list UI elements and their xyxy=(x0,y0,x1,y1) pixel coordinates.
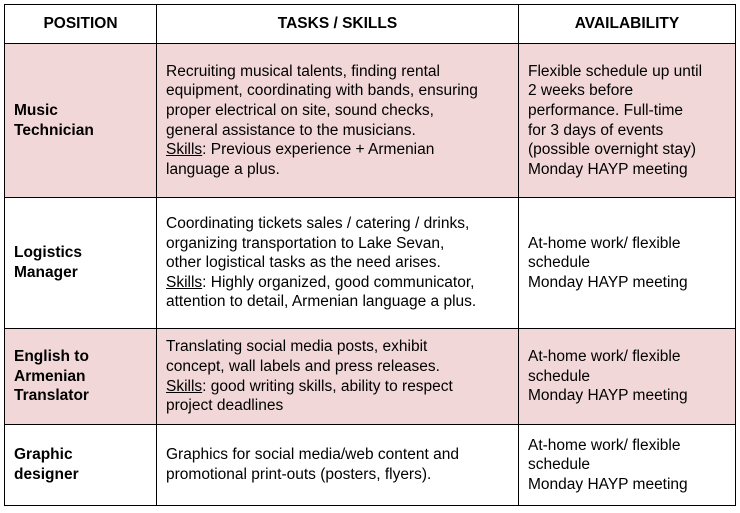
skills-label: Skills xyxy=(166,141,203,159)
availability-text: schedule xyxy=(528,254,591,272)
header-tasks-skills: TASKS / SKILLS xyxy=(157,5,519,44)
skills-text: : Highly organized, good communicator, xyxy=(202,273,475,291)
skills-line xyxy=(166,292,509,312)
skills-text: : Previous experience + Armenian xyxy=(202,141,435,159)
tasks-skills-cell xyxy=(157,198,519,329)
availability-cell xyxy=(519,44,736,198)
position-cell xyxy=(5,425,157,506)
skills-text: project deadlines xyxy=(166,397,284,415)
position-text: designer xyxy=(14,466,79,483)
task-text: Translating social media posts, exhibit xyxy=(166,338,428,356)
header-position: POSITION xyxy=(5,5,157,44)
skills-line xyxy=(166,273,509,293)
availability-cell xyxy=(519,329,736,425)
availability-text: At-home work/ flexible xyxy=(528,348,681,366)
task-text: other logistical tasks as the need arises. xyxy=(166,254,441,272)
availability-text: At-home work/ flexible xyxy=(528,234,681,252)
header-availability: AVAILABILITY xyxy=(519,5,736,44)
position-text: Translator xyxy=(14,387,89,405)
position-cell xyxy=(5,329,157,425)
position-text: Manager xyxy=(14,264,78,281)
availability-cell xyxy=(519,198,736,329)
skills-label: Skills xyxy=(166,273,203,291)
skills-text: language a plus. xyxy=(166,160,280,178)
position-text: Music xyxy=(14,101,58,119)
skills-label: Skills xyxy=(166,377,203,395)
tasks-skills-cell xyxy=(157,329,519,425)
availability-text: for 3 days of events xyxy=(528,121,664,139)
table-row xyxy=(5,198,736,329)
task-text: general assistance to the musicians. xyxy=(166,121,416,139)
task-text: organizing transportation to Lake Sevan, xyxy=(166,234,445,252)
table-row xyxy=(5,329,736,425)
task-text: concept, wall labels and press releases. xyxy=(166,357,440,375)
position-cell xyxy=(5,198,157,329)
availability-text: Monday HAYP meeting xyxy=(528,160,688,178)
availability-text: 2 weeks before xyxy=(528,82,634,100)
availability-text: Monday HAYP meeting xyxy=(528,273,688,291)
skills-line xyxy=(166,377,509,397)
skills-text: attention to detail, Armenian language a plus. xyxy=(166,293,477,311)
availability-text: (possible overnight stay) xyxy=(528,141,696,159)
availability-text: Flexible schedule up until xyxy=(528,62,703,80)
table-row xyxy=(5,425,736,506)
availability-cell xyxy=(519,425,736,506)
skills-line xyxy=(166,140,509,160)
tasks-skills-cell xyxy=(157,425,519,506)
task-text: Recruiting musical talents, finding rental xyxy=(166,62,440,80)
position-text: Graphic xyxy=(14,446,73,464)
table-row xyxy=(5,44,736,198)
position-text: Technician xyxy=(14,121,94,139)
task-text: proper electrical on site, sound checks, xyxy=(166,101,434,119)
availability-text: At-home work/ flexible xyxy=(528,436,681,454)
task-text: equipment, coordinating with bands, ensuring xyxy=(166,82,478,100)
tasks-skills-cell xyxy=(157,44,519,198)
position-text: Logistics xyxy=(14,244,83,262)
position-cell xyxy=(5,44,157,198)
header-row xyxy=(5,5,736,44)
skills-line xyxy=(166,396,509,416)
task-text: Graphics for social media/web content and xyxy=(166,446,459,464)
availability-text: schedule xyxy=(528,367,591,385)
task-text: Coordinating tickets sales / catering / drinks, xyxy=(166,215,470,233)
task-text: promotional print-outs (posters, flyers). xyxy=(166,466,432,483)
availability-text: schedule xyxy=(528,456,591,474)
skills-text: : good writing skills, ability to respect xyxy=(202,377,453,395)
availability-text: performance. Full-time xyxy=(528,101,684,119)
position-text: English to xyxy=(14,348,89,366)
availability-text: Monday HAYP meeting xyxy=(528,387,688,405)
availability-text: Monday HAYP meeting xyxy=(528,475,688,493)
positions-table xyxy=(4,4,736,506)
skills-line xyxy=(166,160,509,180)
position-text: Armenian xyxy=(14,367,86,385)
